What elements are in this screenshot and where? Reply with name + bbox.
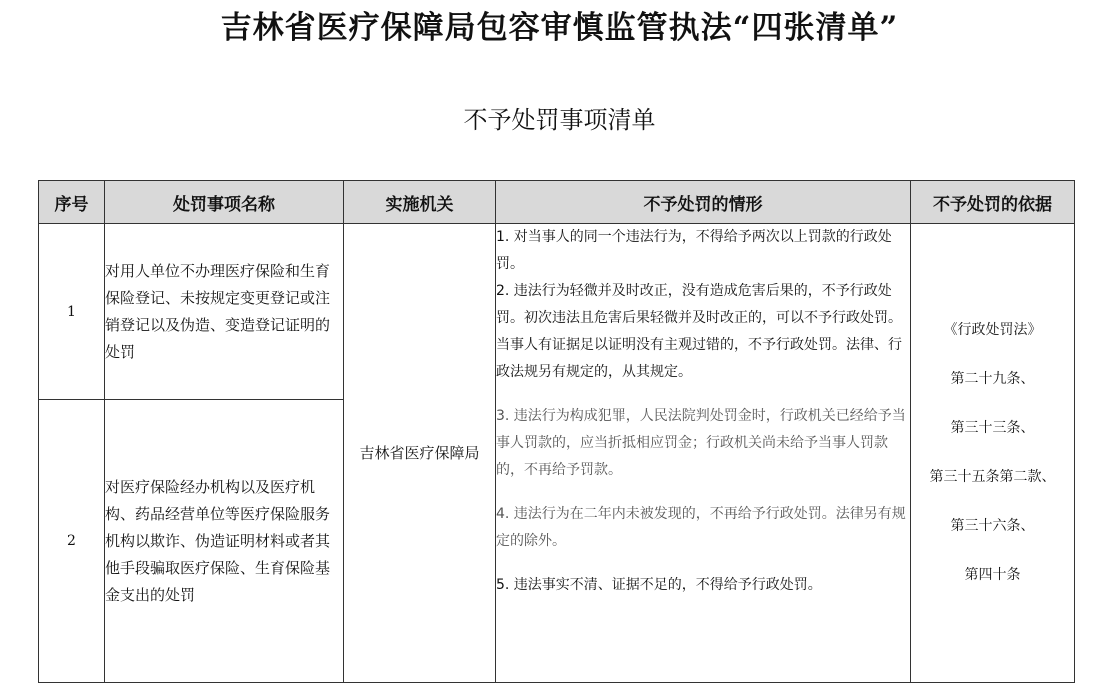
header-seq: 序号 <box>39 181 105 224</box>
situation-item: 1. 对当事人的同一个违法行为，不得给予两次以上罚款的行政处罚。 <box>496 229 892 272</box>
situation-item: 4. 违法行为在二年内未被发现的，不再给予行政处罚。法律另有规定的除外。 <box>496 506 906 549</box>
no-penalty-basis <box>911 224 1075 683</box>
document-title: 吉林省医疗保障局包容审慎监管执法“四张清单” <box>220 10 899 46</box>
basis-article: 第三十六条、 <box>950 518 1035 534</box>
basis-article: 第二十九条、 <box>950 371 1035 387</box>
situation-item: 3. 违法行为构成犯罪，人民法院判处罚金时，行政机关已经给予当事人罚款的，应当折抵相应罚金；行政机关尚未给予当事人罚款的，不再给予罚款。 <box>496 408 906 478</box>
header-basis: 不予处罚的依据 <box>911 181 1075 224</box>
table-row <box>39 224 1075 400</box>
header-matter: 处罚事项名称 <box>105 181 344 224</box>
basis-article: 第三十三条、 <box>950 420 1035 436</box>
situation-item: 当事人有证据足以证明没有主观过错的，不予行政处罚。法律、行政法规另有规定的，从其规定。 <box>496 337 902 380</box>
row-seq: 1 <box>39 224 105 400</box>
header-agency: 实施机关 <box>344 181 496 224</box>
situation-item: 5. 违法事实不清、证据不足的，不得给予行政处罚。 <box>496 577 822 593</box>
basis-law: 《行政处罚法》 <box>943 322 1042 338</box>
list-subtitle: 不予处罚事项清单 <box>463 106 656 134</box>
implementing-agency: 吉林省医疗保障局 <box>344 224 496 683</box>
basis-article: 第三十五条第二款、 <box>929 469 1056 485</box>
basis-article: 第四十条 <box>964 567 1021 583</box>
table-header-row <box>39 181 1075 224</box>
no-penalty-situations <box>496 224 911 683</box>
header-situations: 不予处罚的情形 <box>496 181 911 224</box>
row-matter-name: 对用人单位不办理医疗保险和生育保险登记、未按规定变更登记或注销登记以及伪造、变造登记证明的处罚 <box>105 224 344 400</box>
situation-item: 2. 违法行为轻微并及时改正，没有造成危害后果的，不予行政处罚。初次违法且危害后果轻微并及时改正的，可以不予行政处罚。 <box>496 283 902 326</box>
row-seq: 2 <box>39 400 105 683</box>
no-penalty-list-table <box>38 180 1075 683</box>
row-matter-name: 对医疗保险经办机构以及医疗机构、药品经营单位等医疗保险服务机构以欺诈、伪造证明材料或者其他手段骗取医疗保险、生育保险基金支出的处罚 <box>105 400 344 683</box>
